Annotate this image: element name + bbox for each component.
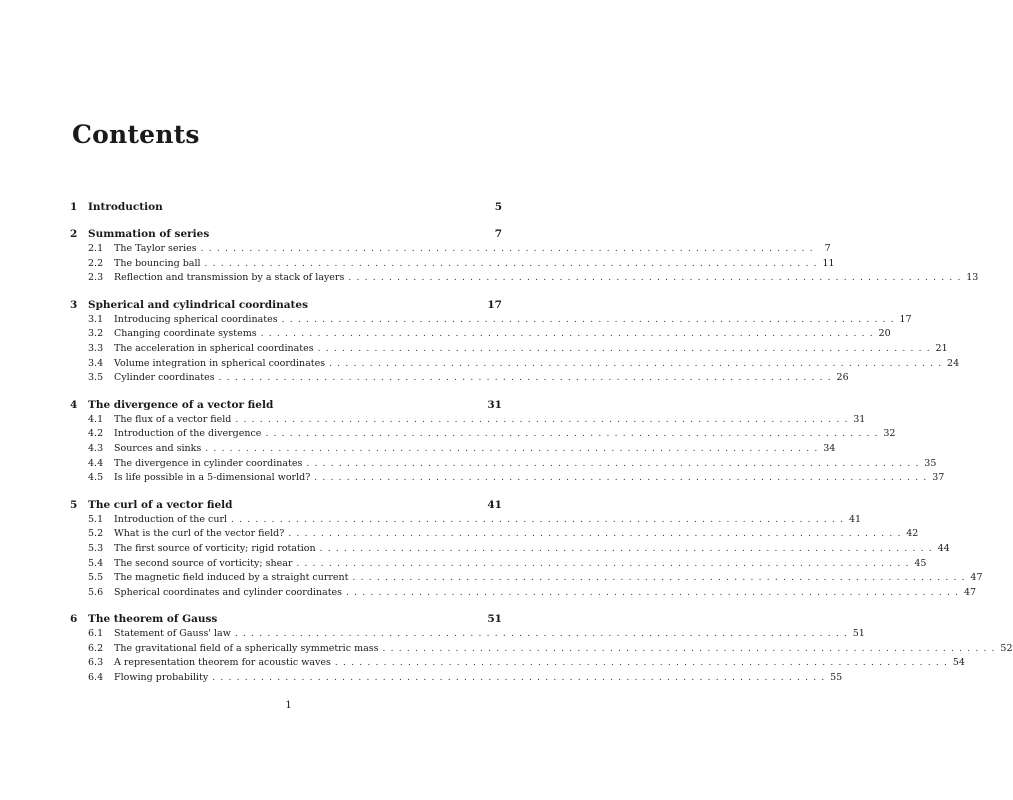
section-title: Cylinder coordinates xyxy=(114,372,215,384)
section-title: The acceleration in spherical coordinates xyxy=(114,342,314,354)
toc-section-entry[interactable] xyxy=(70,427,896,442)
section-number: 5.2 xyxy=(88,528,104,540)
section-number: 4.2 xyxy=(88,428,104,440)
toc-chapter-entry[interactable] xyxy=(70,227,502,242)
section-number: 5.4 xyxy=(88,557,104,569)
dot-leader xyxy=(288,527,900,542)
section-page-number: 45 xyxy=(914,557,927,569)
toc-chapter-entry[interactable] xyxy=(70,498,502,513)
chapter-number: 3 xyxy=(70,298,78,311)
section-page-number: 11 xyxy=(822,257,835,269)
chapter-page-number: 51 xyxy=(487,613,502,626)
dot-leader xyxy=(265,427,877,442)
toc-section-entry[interactable] xyxy=(70,642,1013,657)
section-number: 4.4 xyxy=(88,457,104,469)
section-page-number: 42 xyxy=(906,528,919,540)
section-page-number: 32 xyxy=(883,428,896,440)
chapter-title: Spherical and cylindrical coordinates xyxy=(88,298,308,311)
dot-leader xyxy=(314,471,926,486)
section-title: The flux of a vector field xyxy=(114,413,232,425)
chapter-number: 4 xyxy=(70,398,78,411)
dot-leader xyxy=(320,542,932,557)
dot-leader xyxy=(353,571,965,586)
dot-leader xyxy=(383,642,995,657)
chapter-title: The divergence of a vector field xyxy=(88,398,274,411)
section-page-number: 24 xyxy=(947,357,960,369)
chapter-number: 2 xyxy=(70,228,78,240)
section-number: 5.5 xyxy=(88,572,104,584)
dot-leader xyxy=(318,342,930,357)
dot-leader xyxy=(335,656,947,671)
section-number: 5.1 xyxy=(88,513,104,525)
section-page-number: 35 xyxy=(924,457,937,469)
chapter-page-number: 31 xyxy=(487,398,502,411)
toc-chapter-entry[interactable] xyxy=(70,200,502,215)
toc-section-entry[interactable] xyxy=(70,513,862,528)
chapter-page-number: 5 xyxy=(494,201,502,213)
section-number: 6.3 xyxy=(88,657,104,669)
section-title: Reflection and transmission by a stack of layers xyxy=(114,272,345,284)
toc-section-entry[interactable] xyxy=(70,371,849,386)
section-number: 5.6 xyxy=(88,586,104,598)
section-title: The divergence in cylinder coordinates xyxy=(114,457,303,469)
section-number: 5.3 xyxy=(88,542,104,554)
section-title: Flowing probability xyxy=(114,672,209,684)
toc-chapter-entry[interactable] xyxy=(70,612,502,627)
section-number: 4.3 xyxy=(88,442,104,454)
section-title: Introducing spherical coordinates xyxy=(114,313,278,325)
page-number: 1 xyxy=(285,700,292,711)
section-page-number: 26 xyxy=(836,372,849,384)
chapter-title: Summation of series xyxy=(88,228,210,240)
section-number: 6.2 xyxy=(88,642,104,654)
toc-section-entry[interactable] xyxy=(70,557,927,572)
toc-section-entry[interactable] xyxy=(70,357,960,372)
section-title: Changing coordinate systems xyxy=(114,328,257,340)
section-number: 3.4 xyxy=(88,357,104,369)
chapter-title: The curl of a vector field xyxy=(88,498,233,511)
chapter-number: 5 xyxy=(70,498,78,511)
toc-section-entry[interactable] xyxy=(70,527,919,542)
section-number: 4.5 xyxy=(88,472,104,484)
toc-chapter xyxy=(70,298,960,386)
section-title: A representation theorem for acoustic waves xyxy=(114,657,331,669)
section-number: 6.1 xyxy=(88,628,104,640)
toc-section-entry[interactable] xyxy=(70,627,865,642)
chapter-title: The theorem of Gauss xyxy=(88,613,218,626)
chapter-number: 6 xyxy=(70,613,78,626)
section-page-number: 20 xyxy=(878,328,891,340)
dot-leader xyxy=(219,371,831,386)
section-page-number: 52 xyxy=(1000,642,1013,654)
section-page-number: 31 xyxy=(853,413,866,425)
toc-section-entry[interactable] xyxy=(70,571,983,586)
section-title: Sources and sinks xyxy=(114,442,202,454)
section-number: 2.3 xyxy=(88,272,104,284)
toc-chapter xyxy=(70,227,979,286)
section-number: 3.3 xyxy=(88,342,104,354)
dot-leader xyxy=(346,586,958,601)
chapter-page-number: 17 xyxy=(487,298,502,311)
section-page-number: 37 xyxy=(932,472,945,484)
section-number: 6.4 xyxy=(88,672,104,684)
section-page-number: 47 xyxy=(963,586,977,598)
toc-chapter xyxy=(70,398,945,486)
dot-leader xyxy=(235,413,847,428)
section-page-number: 13 xyxy=(966,272,979,284)
section-page-number: 21 xyxy=(935,342,948,354)
section-title: Introduction of the curl xyxy=(114,513,228,525)
section-number: 3.2 xyxy=(88,328,104,340)
dot-leader xyxy=(205,442,817,457)
toc-section-entry[interactable] xyxy=(70,671,843,686)
section-title: The magnetic field induced by a straight current xyxy=(114,572,349,584)
toc-section-entry[interactable] xyxy=(70,313,912,328)
section-title: Is life possible in a 5-dimensional world? xyxy=(114,472,311,484)
toc-section-entry[interactable] xyxy=(70,442,836,457)
toc-chapter xyxy=(70,498,983,601)
toc-chapter xyxy=(70,200,502,215)
dot-leader xyxy=(282,313,894,328)
chapter-number: 1 xyxy=(70,201,78,213)
toc-section-entry[interactable] xyxy=(70,271,979,286)
section-number: 4.1 xyxy=(88,413,104,425)
toc-section-entry[interactable] xyxy=(70,242,831,257)
section-title: Introduction of the divergence xyxy=(114,428,262,440)
section-page-number: 54 xyxy=(952,657,965,669)
section-title: The first source of vorticity; rigid rotation xyxy=(114,542,316,554)
toc-chapter-entry[interactable] xyxy=(70,398,502,413)
dot-leader xyxy=(296,557,908,572)
toc-section-entry[interactable] xyxy=(70,257,835,272)
dot-leader xyxy=(235,627,847,642)
section-title: Statement of Gauss' law xyxy=(114,628,231,640)
section-title: The Taylor series xyxy=(114,243,197,254)
chapter-title: Introduction xyxy=(88,201,163,213)
dot-leader xyxy=(261,327,873,342)
section-page-number: 51 xyxy=(852,628,865,640)
section-page-number: 47 xyxy=(970,572,983,584)
toc-section-entry[interactable] xyxy=(70,471,945,486)
toc-section-entry[interactable] xyxy=(70,342,948,357)
section-title: Volume integration in spherical coordinates xyxy=(114,357,326,369)
section-title: What is the curl of the vector field? xyxy=(114,528,285,540)
dot-leader xyxy=(348,271,960,286)
table-of-contents xyxy=(70,200,1013,698)
section-title: The bouncing ball xyxy=(114,257,201,269)
section-page-number: 41 xyxy=(848,513,862,525)
section-page-number: 34 xyxy=(823,442,836,454)
section-page-number: 17 xyxy=(899,313,912,325)
section-page-number: 7 xyxy=(824,243,831,254)
toc-section-entry[interactable] xyxy=(70,542,950,557)
chapter-page-number: 7 xyxy=(494,228,502,240)
dot-leader xyxy=(201,242,813,257)
section-page-number: 44 xyxy=(937,542,950,554)
section-title: Spherical coordinates and cylinder coordinates xyxy=(114,586,343,598)
toc-section-entry[interactable] xyxy=(70,586,977,601)
dot-leader xyxy=(212,671,824,686)
toc-section-entry[interactable] xyxy=(70,327,891,342)
chapter-page-number: 41 xyxy=(487,498,502,511)
section-number: 2.1 xyxy=(88,243,104,254)
toc-chapter-entry[interactable] xyxy=(70,298,502,313)
dot-leader xyxy=(306,457,918,472)
dot-leader xyxy=(231,513,843,528)
dot-leader xyxy=(205,257,817,272)
section-number: 2.2 xyxy=(88,257,104,269)
page-title: Contents xyxy=(72,120,200,149)
dot-leader xyxy=(329,357,941,372)
toc-section-entry[interactable] xyxy=(70,457,937,472)
section-page-number: 55 xyxy=(830,672,843,684)
section-number: 3.1 xyxy=(88,313,104,325)
toc-chapter xyxy=(70,612,1013,685)
toc-section-entry[interactable] xyxy=(70,656,965,671)
section-title: The second source of vorticity; shear xyxy=(114,557,293,569)
toc-section-entry[interactable] xyxy=(70,413,866,428)
section-number: 3.5 xyxy=(88,372,104,384)
section-title: The gravitational field of a spherically symmetric mass xyxy=(114,642,379,654)
